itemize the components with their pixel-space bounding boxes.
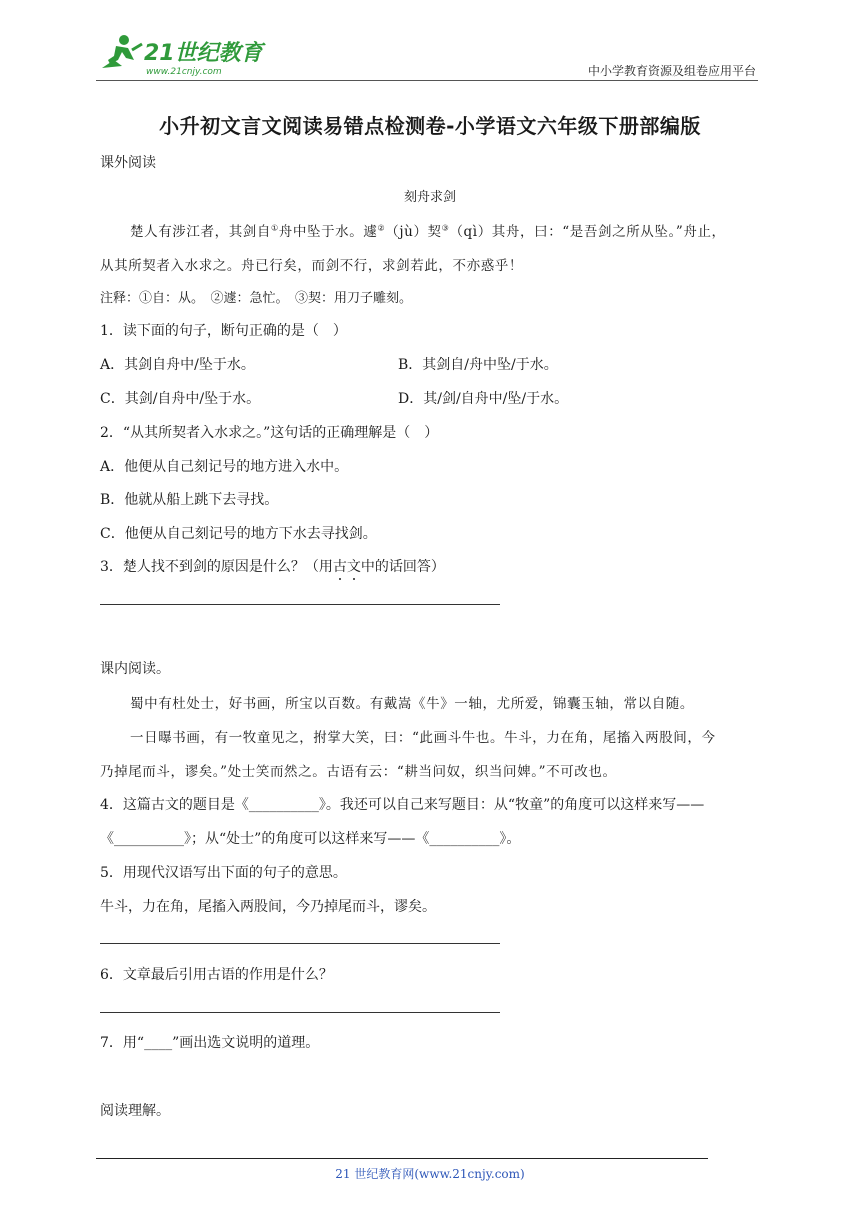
q3-answer-line[interactable] <box>100 604 500 605</box>
story-title: 刻舟求剑 <box>403 190 456 205</box>
question-text-part: 3．楚人找不到剑的原因是什么？（用 <box>100 559 333 575</box>
ancient-text-part: （qì）其舟，曰：“是吾剑之所从坠。”舟止， <box>449 224 726 240</box>
q1-option-d[interactable]: D．其/剑/自舟中/坠/于水。 <box>398 391 569 407</box>
ancient-text-line-2: 从其所契者入水求之。舟已行矣，而剑不行，求剑若此，不亦惑乎！ <box>100 258 523 274</box>
ancient-text-part: （jù）契 <box>385 224 442 240</box>
question-6: 6．文章最后引用古语的作用是什么？ <box>100 967 333 983</box>
q5-answer-line[interactable] <box>100 943 500 944</box>
footer-divider <box>96 1158 708 1159</box>
emphasis-char: 古 <box>332 559 347 575</box>
footnote-mark: ② <box>377 223 386 233</box>
logo-url: www.21cnjy.com <box>146 67 222 77</box>
ancient-text-para-2-line-1: 一日曝书画，有一牧童见之，拊掌大笑，曰：“此画斗牛也。牛斗，力在角，尾搐入两股间，今 <box>130 730 716 746</box>
q2-option-a[interactable]: A．他便从自己刻记号的地方进入水中。 <box>100 459 349 475</box>
footnotes: 注释：①自：从。 ②遽：急忙。 ③契：用刀子雕刻。 <box>100 291 413 306</box>
question-4-line-2: 《__________》；从“处士”的角度可以这样来写——《__________》。 <box>100 831 521 847</box>
ancient-text-para-2-line-2: 乃掉尾而斗，谬矣。”处士笑而然之。古语有云：“耕当问奴，织当问婢。”不可改也。 <box>100 764 617 780</box>
footer-link[interactable]: 21 世纪教育网(www.21cnjy.com) <box>335 1167 525 1181</box>
q1-option-b[interactable]: B．其剑自/舟中坠/于水。 <box>398 357 558 373</box>
ancient-text-para-1: 蜀中有杜处士，好书画，所宝以百数。有戴嵩《牛》一轴，尤所爱，锦囊玉轴，常以自随。 <box>130 696 694 712</box>
question-7: 7．用“____”画出选文说明的道理。 <box>100 1035 320 1051</box>
footnote-mark: ① <box>271 223 279 233</box>
logo-text: 21世纪教育 <box>144 41 263 66</box>
question-2: 2．“从其所契者入水求之。”这句话的正确理解是（ ） <box>100 425 439 441</box>
site-logo <box>96 30 266 80</box>
section-heading-in-class: 课内阅读。 <box>100 661 170 677</box>
q6-answer-line[interactable] <box>100 1012 500 1013</box>
question-3 <box>100 556 445 576</box>
emphasis-char: 文 <box>346 559 361 575</box>
section-heading-extracurricular: 课外阅读 <box>100 155 156 171</box>
q2-option-b[interactable]: B．他就从船上跳下去寻找。 <box>100 492 279 508</box>
q1-option-c[interactable]: C．其剑/自舟中/坠于水。 <box>100 391 261 407</box>
site-tagline: 中小学教育资源及组卷应用平台 <box>587 64 756 78</box>
question-4-line-1: 4．这篇古文的题目是《__________》。我还可以自己来写题目：从“牧童”的角度可以这样来写—— <box>100 797 705 813</box>
section-heading-reading: 阅读理解。 <box>100 1103 170 1119</box>
question-5-sentence: 牛斗，力在角，尾搐入两股间，今乃掉尾而斗，谬矣。 <box>100 899 436 915</box>
ancient-text-line-1 <box>130 220 726 240</box>
question-1: 1．读下面的句子，断句正确的是（ ） <box>100 323 347 339</box>
ancient-text-part: 楚人有涉江者，其剑自 <box>130 224 271 240</box>
footnote-mark: ③ <box>441 223 450 233</box>
q2-option-c[interactable]: C．他便从自己刻记号的地方下水去寻找剑。 <box>100 526 377 542</box>
question-text-part: 中的话回答） <box>360 559 445 575</box>
question-5: 5．用现代汉语写出下面的句子的意思。 <box>100 865 347 881</box>
ancient-text-part: 舟中坠于水。遽 <box>278 224 378 240</box>
header-divider <box>96 80 758 81</box>
q1-option-a[interactable]: A．其剑自舟中/坠于水。 <box>100 357 255 373</box>
document-title: 小升初文言文阅读易错点检测卷-小学语文六年级下册部编版 <box>159 114 701 138</box>
runner-icon <box>96 30 266 80</box>
